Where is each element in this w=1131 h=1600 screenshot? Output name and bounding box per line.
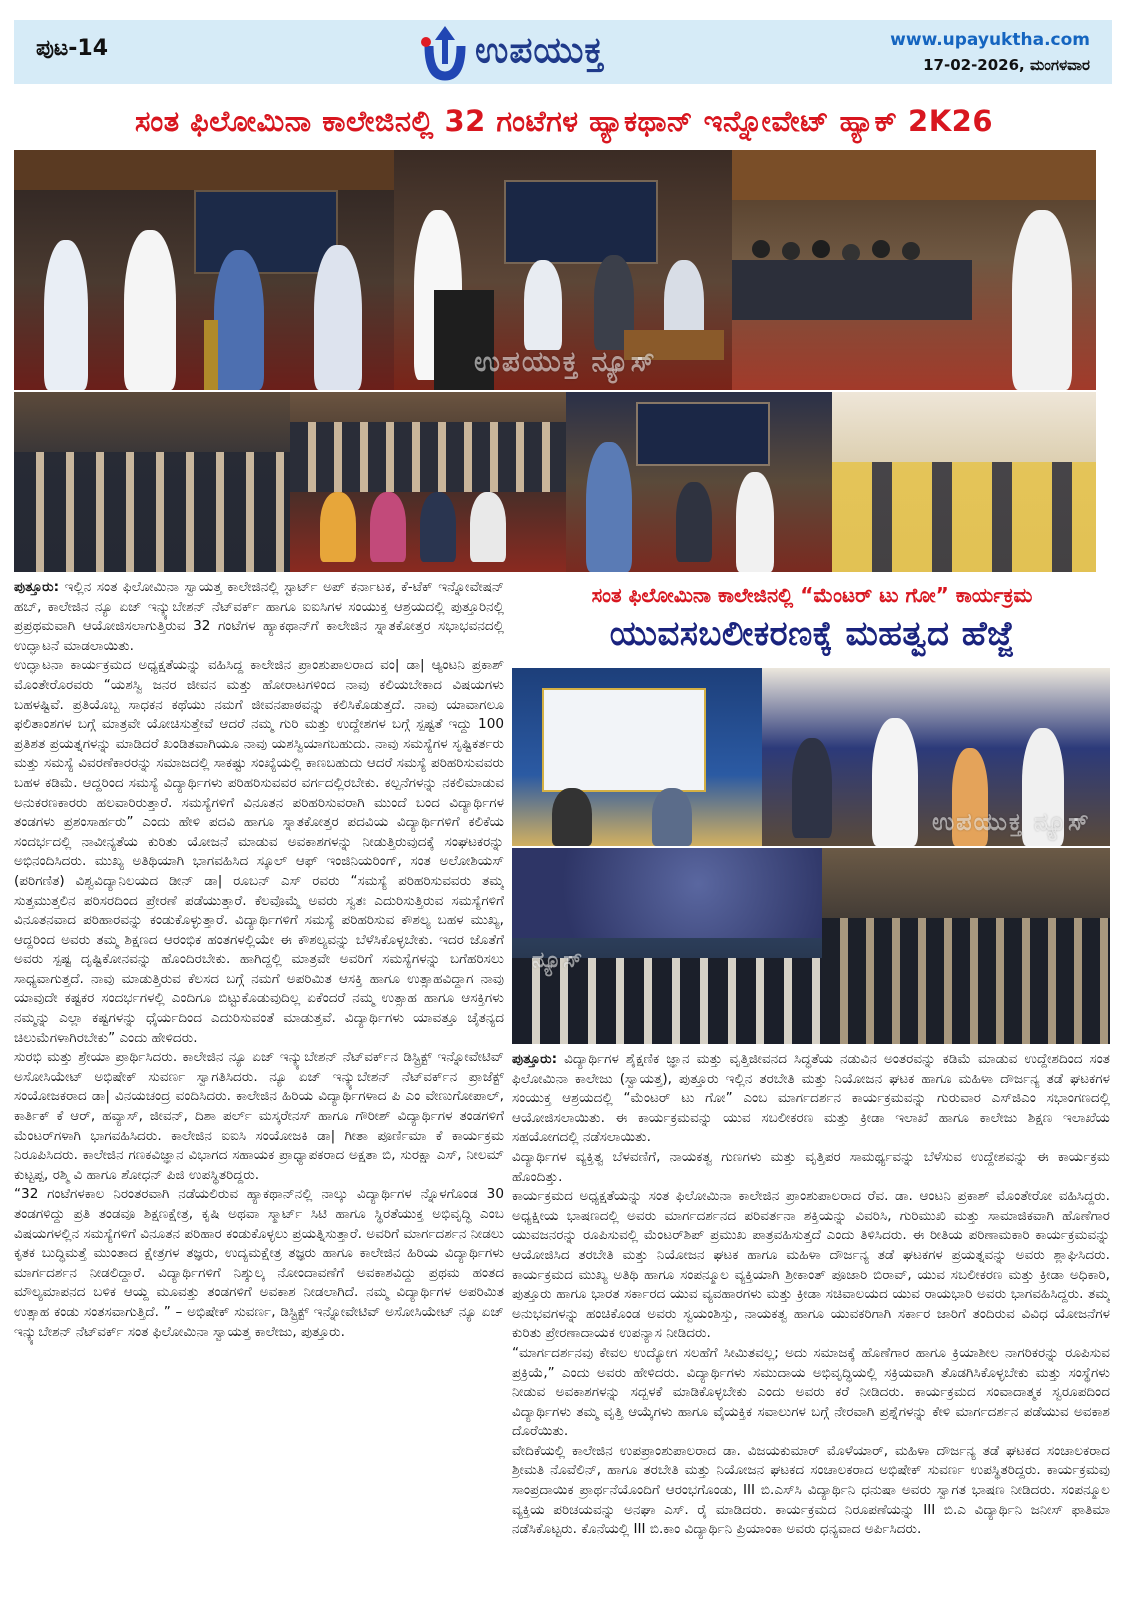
photo-mentor-podium [762,668,1110,846]
article-paragraph: ಇಲ್ಲಿನ ಸಂತ ಫಿಲೋಮಿನಾ ಸ್ವಾಯತ್ತ ಕಾಲೇಜಿನಲ್ಲಿ ಸ್ಟಾರ್ಟ್ ಅಪ್ ಕರ್ನಾಟಕ, ಕೆ-ಟೆಕ್ ಇನ್ನೋವೇಷನ್ ಹಬ್, ಕಾಲೇಜಿನ ನ್ಯೂ ಏಜ್ ಇನ್ಕ್ಯುಬೇಶನ್ ನೆಟ್‌ವರ್ಕ್ ಹಾಗೂ ಐಐಸಿಗಳ ಸಂಯುಕ್ತ ಆಶ್ರಯದಲ್ಲಿ ಪುತ್ತೂರಿನಲ್ಲಿ ಪ್ರಪ್ರಥಮವಾಗಿ ಆಯೋಜಿಸಲಾಗುತ್ತಿರುವ 32 ಗಂಟೆಗಳ ಹ್ಯಾಕಥಾನ್‌ಗೆ ಕಾಲೇಜಿನ ಸ್ನಾತಕೋತ್ತರ ಸಭಾಭವನದಲ್ಲಿ ಉದ್ಘಾಟನೆ ಮಾಡಲಾಯಿತು. [14,579,504,654]
dateline: ಪುತ್ತೂರು: [512,1051,558,1067]
article-paragraph: “ಮಾರ್ಗದರ್ಶನವು ಕೇವಲ ಉದ್ಯೋಗ ಸಲಹೆಗೆ ಸೀಮಿತವಲ್ಲ; ಅದು ಸಮಾಜಕ್ಕೆ ಹೊಣೆಗಾರ ಹಾಗೂ ಕ್ರಿಯಾಶೀಲ ನಾಗರಿಕರನ್ನು ರೂಪಿಸುವ ಪ್ರಕ್ರಿಯೆ,” ಎಂದು ಅವರು ಹೇಳಿದರು. ವಿದ್ಯಾರ್ಥಿಗಳು ಸಮುದಾಯ ಅಭಿವೃದ್ಧಿಯಲ್ಲಿ ಸಕ್ರಿಯವಾಗಿ ತೊಡಗಿಸಿಕೊಳ್ಳಬೇಕು ಮತ್ತು ಸಂಸ್ಥೆಗಳು ನೀಡುವ ಅವಕಾಶಗಳನ್ನು ಸದ್ಬಳಕೆ ಮಾಡಿಕೊಳ್ಳಬೇಕು ಎಂದು ಅವರು ಕರೆ ನೀಡಿದರು. ಕಾರ್ಯಕ್ರಮದ ಸಂವಾದಾತ್ಮಕ ಸ್ವರೂಪದಿಂದ ವಿದ್ಯಾರ್ಥಿಗಳು ತಮ್ಮ ವೃತ್ತಿ ಆಯ್ಕೆಗಳು ಹಾಗೂ ವೈಯಕ್ತಿಕ ಸವಾಲುಗಳ ಬಗ್ಗೆ ನೇರವಾಗಿ ಪ್ರಶ್ನೆಗಳನ್ನು ಕೇಳಿ ಮಾರ್ಗದರ್ಶನ ಪಡೆಯುವ ಅವಕಾಶ ದೊರೆಯಿತು. [512,1344,1110,1440]
logo-text: ಉಪಯುಕ್ತ [475,30,605,71]
page-number: ಪುಟ-14 [36,36,109,61]
logo-arrow-icon [419,24,471,82]
article-mentor-to-go [512,1050,1110,1594]
watermark-text: ಉಪಯುಕ್ತ ನ್ಯೂಸ್ [474,345,657,378]
photo-speaker-stage [566,392,832,572]
publication-logo [419,24,679,82]
main-headline: ಸಂತ ಫಿಲೋಮಿನಾ ಕಾಲೇಜಿನಲ್ಲಿ 32 ಗಂಟೆಗಳ ಹ್ಯಾಕಥಾನ್ ಇನ್ನೋವೇಟ್ ಹ್ಯಾಕ್ 2K26 [134,104,994,138]
article-paragraph: “32 ಗಂಟೆಗಳಕಾಲ ನಿರಂತರವಾಗಿ ನಡೆಯಲಿರುವ ಹ್ಯಾಕಥಾನ್‌ನಲ್ಲಿ ನಾಲ್ಕು ವಿದ್ಯಾರ್ಥಿಗಳ ನ್ನೊಳಗೊಂಡ 30 ತಂಡಗಳಿದ್ದು ಪ್ರತಿ ತಂಡವೂ ಶಿಕ್ಷಣಕ್ಷೇತ್ರ, ಕೃಷಿ ಅಥವಾ ಸ್ಮಾರ್ಟ್ ಸಿಟಿ ಹಾಗೂ ಸ್ಥಿರತೆಯುಕ್ತ ಅಭಿವೃದ್ಧಿ ಎಂಬ ವಿಷಯಗಳಲ್ಲಿನ ಸಮಸ್ಯೆಗಳಿಗೆ ವಿನೂತನ ಪರಿಹಾರ ಕಂಡುಕೊಳ್ಳಲು ಪ್ರಯತ್ನಿಸುತ್ತಾರೆ. ಅವರಿಗೆ ಮಾರ್ಗದರ್ಶನ ನೀಡಲು ಕೃತಕ ಬುದ್ಧಿಮತ್ತೆ ಮುಂತಾದ ಕ್ಷೇತ್ರಗಳ ತಜ್ಞರು, ಉದ್ಯಮಕ್ಷೇತ್ರ ತಜ್ಞರು ಹಾಗೂ ಕಾಲೇಜಿನ ಹಿರಿಯ ವಿದ್ಯಾರ್ಥಿಗಳು ಮಾರ್ಗದರ್ಶನ ನೀಡಲಿದ್ದಾರೆ. ವಿದ್ಯಾರ್ಥಿಗಳಿಗೆ ನಿಶ್ಶುಲ್ಕ ನೋಂದಾವಣೆಗೆ ಅವಕಾಶವಿದ್ದು ಪ್ರಥಮ ಹಂತದ ಮೌಲ್ಯಮಾಪನದ ಬಳಿಕ ಆಯ್ದ ಮೂವತ್ತು ತಂಡಗಳಿಗೆ ಅವಕಾಶ ನೀಡಲಾಗಿದೆ. ನಮ್ಮ ವಿದ್ಯಾರ್ಥಿಗಳ ಅಪರಿಮಿತ ಉತ್ಸಾಹ ಕಂಡು ಸಂತಸವಾಗುತ್ತಿದೆ. ” – ಅಭಿಷೇಕ್ ಸುವರ್ಣ, ಡಿಸ್ಟ್ರಿಕ್ಟ್ ಇನ್ನೋವೇಟಿವ್ ಅಸೋಸಿಯೇಟ್ ನ್ಯೂ ಏಜ್ ಇನ್ಕ್ಯುಬೇಶನ್ ನೆಟ್‌ವರ್ಕ್ ಸಂತ ಫಿಲೋಮಿನಾ ಸ್ವಾಯತ್ತ ಕಾಲೇಜು, ಪುತ್ತೂರು. [14,1186,504,1340]
article-paragraph: ಸುರಭಿ ಮತ್ತು ಶ್ರೇಯಾ ಪ್ರಾರ್ಥಿಸಿದರು. ಕಾಲೇಜಿನ ನ್ಯೂ ಏಜ್ ಇನ್ಕ್ಯುಬೇಶನ್ ನೆಟ್‌ವರ್ಕ್‌ನ ಡಿಸ್ಟ್ರಿಕ್ಟ್ ಇನ್ನೋವೇಟಿವ್ ಅಸೋಸಿಯೇಟ್ ಅಭಿಷೇಕ್ ಸುವರ್ಣ ಸ್ವಾಗತಿಸಿದರು. ನ್ಯೂ ಏಜ್ ಇನ್ಕ್ಯುಬೇಶನ್ ನೆಟ್‌ವರ್ಕ್‌ನ ಪ್ರಾಜೆಕ್ಟ್ ಸಂಯೋಜಕರಾದ ಡಾ| ವಿನಯಚಂದ್ರ ವಂದಿಸಿದರು. ಕಾಲೇಜಿನ ಹಿರಿಯ ವಿದ್ಯಾರ್ಥಿಗಳಾದ ಪಿ ಎಂ ವೇಣುಗೋಪಾಲ್, ಕಾರ್ತಿಕ್ ಕೆ ಆರ್, ಹವ್ಯಾಸ್, ಜೀವನ್, ದಿಶಾ ಪರ್ಲ್ ಮಸ್ಕರೇನಸ್ ಹಾಗೂ ಗೌರೀಶ್ ವಿದ್ಯಾರ್ಥಿಗಳ ತಂಡಗಳಿಗೆ ಮೆಂಟರ್‌ಗಳಾಗಿ ಭಾಗವಹಿಸಿದರು. ಕಾಲೇಜಿನ ಐಐಸಿ ಸಂಯೋಜಕಿ ಡಾ| ಗೀತಾ ಪೂರ್ಣಿಮಾ ಕೆ ಕಾರ್ಯಕ್ರಮ ನಿರೂಪಿಸಿದರು. ಕಾಲೇಜಿನ ಗಣಕವಿಜ್ಞಾನ ವಿಭಾಗದ ಸಹಾಯಕ ಪ್ರಾಧ್ಯಾಪಕರಾದ ಅಕ್ಷತಾ ಬಿ, ಸುರಕ್ಷಾ ಎಸ್, ನೀಲಮ್ ಕುಟ್ಟಪ್ಪ, ರಶ್ಮಿ ವಿ ಹಾಗೂ ಶೋಧನ್ ಪಿಜಿ ಉಪಸ್ಥಿತರಿದ್ದರು. [14,1049,504,1183]
photo-mentor-banner [512,668,762,846]
photo-lab-teams [832,392,1096,572]
article-paragraph: ವೇದಿಕೆಯಲ್ಲಿ ಕಾಲೇಜಿನ ಉಪಪ್ರಾಂಶುಪಾಲರಾದ ಡಾ. ವಿಜಯಕುಮಾರ್ ಮೊಳೆಯಾರ್, ಮಹಿಳಾ ದೌರ್ಜನ್ಯ ತಡೆ ಘಟಕದ ಸಂಚಾಲಕರಾದ ಶ್ರೀಮತಿ ನೊವೆಲಿನ್, ಹಾಗೂ ತರಬೇತಿ ಮತ್ತು ನಿಯೋಜನ ಘಟಕದ ಸಂಚಾಲಕರಾದ ಅಭಿಷೇಕ್ ಸುವರ್ಣ ಉಪಸ್ಥಿತರಿದ್ದರು. ಕಾರ್ಯಕ್ರಮವು ಸಾಂಪ್ರದಾಯಿಕ ಪ್ರಾರ್ಥನೆಯೊಂದಿಗೆ ಆರಂಭಗೊಂಡು, III ಬಿ.ಎಸ್‌ಸಿ ವಿದ್ಯಾರ್ಥಿನಿ ಧನುಷಾ ಅವರು ಸ್ವಾಗತ ಭಾಷಣ ನೀಡಿದರು. ಸಂಪನ್ಮೂಲ ವ್ಯಕ್ತಿಯ ಪರಿಚಯವನ್ನು ಅನಘಾ ಎಸ್. ರೈ ಮಾಡಿದರು. ಕಾರ್ಯಕ್ರಮದ ನಿರೂಪಣೆಯನ್ನು III ಬಿ.ಎ ವಿದ್ಯಾರ್ಥಿನಿ ಜನೀಸ್ ಫಾತಿಮಾ ನಡೆಸಿಕೊಟ್ಟರು. ಕೊನೆಯಲ್ಲಿ III ಬಿ.ಕಾಂ ವಿದ್ಯಾರ್ಥಿನಿ ಪ್ರಿಯಾಂಕಾ ಅವರು ಧನ್ಯವಾದ ಅರ್ಪಿಸಿದರು. [512,1442,1110,1538]
photo-mentor-audience [512,848,822,1044]
article-paragraph: ಕಾರ್ಯಕ್ರಮದ ಅಧ್ಯಕ್ಷತೆಯನ್ನು ಸಂತ ಫಿಲೋಮಿನಾ ಕಾಲೇಜಿನ ಪ್ರಾಂಶುಪಾಲರಾದ ರೆವ. ಡಾ. ಆಂಟನಿ ಪ್ರಕಾಶ್ ಮೊಂತೇರೋ ವಹಿಸಿದ್ದರು. ಅಧ್ಯಕ್ಷೀಯ ಭಾಷಣದಲ್ಲಿ ಅವರು ಮಾರ್ಗದರ್ಶನದ ಪರಿವರ್ತನಾ ಶಕ್ತಿಯನ್ನು ವಿವರಿಸಿ, ಗುರಿಮುಖಿ ಮತ್ತು ಸಾಮಾಜಿಕವಾಗಿ ಹೊಣೆಗಾರ ಯುವಜನರನ್ನು ರೂಪಿಸುವಲ್ಲಿ ಮೆಂಟರ್‌ಶಿಪ್ ಪ್ರಮುಖ ಪಾತ್ರವಹಿಸುತ್ತದೆ ಎಂದು ತಿಳಿಸಿದರು. ಈ ರೀತಿಯ ಪರಿಣಾಮಕಾರಿ ಕಾರ್ಯಕ್ರಮವನ್ನು ಆಯೋಜಿಸಿದ ತರಬೇತಿ ಮತ್ತು ನಿಯೋಜನ ಘಟಕ ಹಾಗೂ ಮಹಿಳಾ ದೌರ್ಜನ್ಯ ತಡೆ ಘಟಕಗಳ ಪ್ರಯತ್ನವನ್ನು ಅವರು ಶ್ಲಾಘಿಸಿದರು. ಕಾರ್ಯಕ್ರಮದ ಮುಖ್ಯ ಅತಿಥಿ ಹಾಗೂ ಸಂಪನ್ಮೂಲ ವ್ಯಕ್ತಿಯಾಗಿ ಶ್ರೀಕಾಂತ್ ಪೂಜಾರಿ ಬಿರಾವ್, ಯುವ ಸಬಲೀಕರಣ ಮತ್ತು ಕ್ರೀಡಾ ಅಧಿಕಾರಿ, ಪುತ್ತೂರು ಹಾಗೂ ಭಾರತ ಸರ್ಕಾರದ ಯುವ ವ್ಯವಹಾರಗಳು ಮತ್ತು ಕ್ರೀಡಾ ಸಚಿವಾಲಯದ ಯುವ ರಾಯಭಾರಿ ಅವರು ಭಾಗವಹಿಸಿದ್ದರು. ತಮ್ಮ ಅನುಭವಗಳನ್ನು ಹಂಚಿಕೊಂಡ ಅವರು ಸ್ವಯಂಶಿಸ್ತು, ನಾಯಕತ್ವ ಹಾಗೂ ಯುವಕರಿಗಾಗಿ ಸರ್ಕಾರ ಜಾರಿಗೆ ತಂದಿರುವ ವಿವಿಧ ಯೋಜನೆಗಳ ಕುರಿತು ಪ್ರೇರಣಾದಾಯಕ ಉಪನ್ಯಾಸ ನೀಡಿದರು. [512,1188,1110,1342]
article-paragraph: ವಿದ್ಯಾರ್ಥಿಗಳ ಶೈಕ್ಷಣಿಕ ಜ್ಞಾನ ಮತ್ತು ವೃತ್ತಿಜೀವನದ ಸಿದ್ಧತೆಯ ನಡುವಿನ ಅಂತರವನ್ನು ಕಡಿಮೆ ಮಾಡುವ ಉದ್ದೇಶದಿಂದ ಸಂತ ಫಿಲೋಮಿನಾ ಕಾಲೇಜು (ಸ್ವಾಯತ್ತ), ಪುತ್ತೂರು ಇಲ್ಲಿನ ತರಬೇತಿ ಮತ್ತು ನಿಯೋಜನ ಘಟಕ ಹಾಗೂ ಮಹಿಳಾ ದೌರ್ಜನ್ಯ ತಡೆ ಘಟಕಗಳ ಸಂಯುಕ್ತ ಆಶ್ರಯದಲ್ಲಿ “ಮೆಂಟರ್ ಟು ಗೋ” ಎಂಬ ಮಾರ್ಗದರ್ಶನ ಕಾರ್ಯಕ್ರಮವನ್ನು ಗುರುವಾರ ಎಸ್‌ಜಿಎಂ ಸಭಾಂಗಣದಲ್ಲಿ ಆಯೋಜಿಸಲಾಯಿತು. ಈ ಕಾರ್ಯಕ್ರಮವನ್ನು ಯುವ ಸಬಲೀಕರಣ ಮತ್ತು ಕ್ರೀಡಾ ಇಲಾಖೆ ಹಾಗೂ ಕಾಲೇಜು ಶಿಕ್ಷಣ ಇಲಾಖೆಯ ಸಹಯೋಗದಲ್ಲಿ ನಡೆಸಲಾಯಿತು. [512,1051,1110,1146]
watermark-text: ಉಪಯುಕ್ತ ನ್ಯೂಸ್ [932,808,1091,836]
photo-podium-speech [394,150,732,390]
article-paragraph: ಉದ್ಘಾಟನಾ ಕಾರ್ಯಕ್ರಮದ ಅಧ್ಯಕ್ಷತೆಯನ್ನು ವಹಿಸಿದ್ದ ಕಾಲೇಜಿನ ಪ್ರಾಂಶುಪಾಲರಾದ ವಂ| ಡಾ| ಆ್ಯಂಟನಿ ಪ್ರಕಾಶ್ ಮೊಂತೇರೊರವರು “ಯಶಸ್ವಿ ಜನರ ಜೀವನ ಮತ್ತು ಹೋರಾಟಗಳಿಂದ ನಾವು ಕಲಿಯಬೇಕಾದ ವಿಷಯಗಳು ಬಹಳಷ್ಟಿವೆ. ಪ್ರತಿಯೊಬ್ಬ ಸಾಧಕನ ಕಥೆಯು ನಮಗೆ ಜೀವನಪಾಠವನ್ನು ಕಲಿಸಿಕೊಡುತ್ತದೆ. ನಾವು ಯಾವಾಗಲೂ ಫಲಿತಾಂಶಗಳ ಬಗ್ಗೆ ಮಾತ್ರವೇ ಯೋಚಿಸುತ್ತೇವೆ ಆದರೆ ನಮ್ಮ ಗುರಿ ಮತ್ತು ಉದ್ದೇಶಗಳ ಬಗ್ಗೆ ಸ್ಪಷ್ಟತೆ ಇದ್ದು 100 ಪ್ರತಿಶತ ಪ್ರಯತ್ನಗಳನ್ನು ಮಾಡಿದರೆ ಖಂಡಿತವಾಗಿಯೂ ನಾವು ಯಶಸ್ವಿಯಾಗಬಹುದು. ನಾವು ಸಮಸ್ಯೆಗಳ ಸೃಷ್ಟಿಕರ್ತರು ಮತ್ತು ಸಮಸ್ಯೆ ವಿವರಣೆಕಾರರನ್ನು ಸಮಾಜದಲ್ಲಿ ಸಾಕಷ್ಟು ಸಂಖ್ಯೆಯಲ್ಲಿ ಕಾಣಬಹುದು ಆದರೆ ಸಮಸ್ಯೆ ಪರಿಹರಿಸುವವರು ಬಹಳ ಕಡಿಮೆ. ಆದ್ದರಿಂದ ಸಮಸ್ಯೆ ವಿದ್ಯಾರ್ಥಿಗಳು ಪರಿಹರಿಸುವವರ ವರ್ಗದಲ್ಲಿರಬೇಕು. ಕಲ್ಪನೆಗಳನ್ನು ನಕಲಿಮಾಡುವ ಅನುಕರಣಕಾರರು ಹಲವಾರಿರುತ್ತಾರೆ. ಸಮಸ್ಯೆಗಳಿಗೆ ವಿನೂತನ ಪರಿಹರಿಸುವರಾಗಿ ಮುಂದೆ ಬಂದ ವಿದ್ಯಾರ್ಥಿಗಳ ತಂಡಗಳು ಪ್ರಶಂಸಾರ್ಹರು” ಎಂದು ಹೇಳಿ ಪದವಿ ಹಾಗೂ ಸ್ನಾತಕೋತ್ತರ ಪದವಿಯ ವಿದ್ಯಾರ್ಥಿಗಳಿಗೆ ಕಲಿಕೆಯ ಸಂದರ್ಭದಲ್ಲಿ ನಾವೀನ್ಯತೆಯ ಕುರಿತು ಯೋಜನೆ ಮಾಡುವ ಅವಕಾಶಗಳನ್ನು ನೀಡುತ್ತಿರುವುದಕ್ಕೆ ಸಂಘಟಕರನ್ನು ಅಭಿನಂದಿಸಿದರು. ಮುಖ್ಯ ಅತಿಥಿಯಾಗಿ ಭಾಗವಹಿಸಿದ ಸ್ಕೂಲ್ ಆಫ್ ಇಂಜಿನಿಯರಿಂಗ್, ಸಂತ ಅಲೋಶಿಯಸ್ (ಪರಿಗಣಿತ) ವಿಶ್ವವಿದ್ಯಾನಿಲಯದ ಡೀನ್ ಡಾ| ರೂಬನ್ ಎಸ್ ರವರು “ಸಮಸ್ಯೆ ಪರಿಹರಿಸುವವರು ತಮ್ಮ ಸುತ್ತಮುತ್ತಲಿನ ಪರಿಸರದಿಂದ ಪ್ರೇರಣೆ ಪಡೆಯುತ್ತಾರೆ. ಕೆಲವೊಮ್ಮೆ ಅವರು ಸ್ವತಃ ಎದುರಿಸುತ್ತಿರುವ ಸಮಸ್ಯೆಗಳಿಗೆ ವಿನೂತನವಾದ ಪರಿಹಾರವನ್ನು ಕಂಡುಕೊಳ್ಳುತ್ತಾರೆ. ವಿದ್ಯಾರ್ಥಿಗಳಿಗೆ ಸಮಸ್ಯೆ ಪರಿಹರಿಸುವ ಕೌಶಲ್ಯ ಬಹಳ ಮುಖ್ಯ, ಆದ್ದರಿಂದ ಅವರು ತಮ್ಮ ಶಿಕ್ಷಣದ ಆರಂಭಿಕ ಹಂತಗಳಲ್ಲಿಯೇ ಈ ಕೌಶಲ್ಯವನ್ನು ಬೆಳೆಸಿಕೊಳ್ಳಬೇಕು. ಇದರ ಜೊತೆಗೆ ಅವರು ಸ್ಪಷ್ಟ ದೃಷ್ಟಿಕೋನವನ್ನು ಹೊಂದಿರಬೇಕು. ಹಾಗಿದ್ದಲ್ಲಿ ಮಾತ್ರವೇ ಅವರಿಗೆ ಸಮಸ್ಯೆಗಳನ್ನು ಬಗೆಹರಿಸಲು ಸಾಧ್ಯವಾಗುತ್ತದೆ. ನಾವು ಮಾಡುತ್ತಿರುವ ಕೆಲಸದ ಬಗ್ಗೆ ನಮಗೆ ಅಪರಿಮಿತ ಆಸಕ್ತಿ ಹಾಗೂ ಉತ್ಸಾಹವಿದ್ದಾಗ ನಾವು ಯಾವುದೇ ಕಷ್ಟಕರ ಸಂದರ್ಭಗಳಲ್ಲಿ ಎಂದಿಗೂ ಬಿಟ್ಟುಕೊಡುವುದಿಲ್ಲ ಏಕೆಂದರೆ ನಮ್ಮ ಉತ್ಸಾಹ ಹಾಗೂ ಆಸಕ್ತಿಗಳು ನಮ್ಮನ್ನು ಎಲ್ಲಾ ಕಷ್ಟಗಳನ್ನು ಧೈರ್ಯದಿಂದ ಎದುರಿಸುವಂತೆ ಮಾಡುತ್ತವೆ. ವಿದ್ಯಾರ್ಥಿಗಳು ಯಾವತ್ತೂ ಚೈತನ್ಯದ ಚಿಲುಮೆಗಳಾಗಿರಬೇಕು” ಎಂದು ಹೇಳಿದರು. [14,657,504,1046]
article-headline: ಯುವಸಬಲೀಕರಣಕ್ಕೆ ಮಹತ್ವದ ಹೆಜ್ಜೆ [609,614,1015,654]
photo-lamp-lighting [14,150,394,390]
website-link[interactable]: www.upayuktha.com [890,30,1090,50]
photo-students-seated-1 [14,392,290,572]
issue-date: 17-02-2026, ಮಂಗಳವಾರ [923,56,1090,74]
photo-guests-front-row [290,392,566,572]
watermark-text: ನ್ಯೂಸ್ [532,948,585,973]
photo-hall-students [822,848,1110,1044]
article-hackathon [14,578,504,1594]
photo-audience-hall [732,150,1096,390]
masthead [14,20,1112,84]
article-paragraph: ವಿದ್ಯಾರ್ಥಿಗಳ ವ್ಯಕ್ತಿತ್ವ ಬೆಳವಣಿಗೆ, ನಾಯಕತ್ವ ಗುಣಗಳು ಮತ್ತು ವೃತ್ತಿಪರ ಸಾಮರ್ಥ್ಯವನ್ನು ಬೆಳೆಸುವ ಉದ್ದೇಶವನ್ನು ಈ ಕಾರ್ಯಕ್ರಮ ಹೊಂದಿತ್ತು. [512,1148,1110,1185]
article-subheadline: ಸಂತ ಫಿಲೋಮಿನಾ ಕಾಲೇಜಿನಲ್ಲಿ “ಮೆಂಟರ್ ಟು ಗೋ” ಕಾರ್ಯಕ್ರಮ [591,583,1033,607]
dateline: ಪುತ್ತೂರು: [14,579,60,595]
